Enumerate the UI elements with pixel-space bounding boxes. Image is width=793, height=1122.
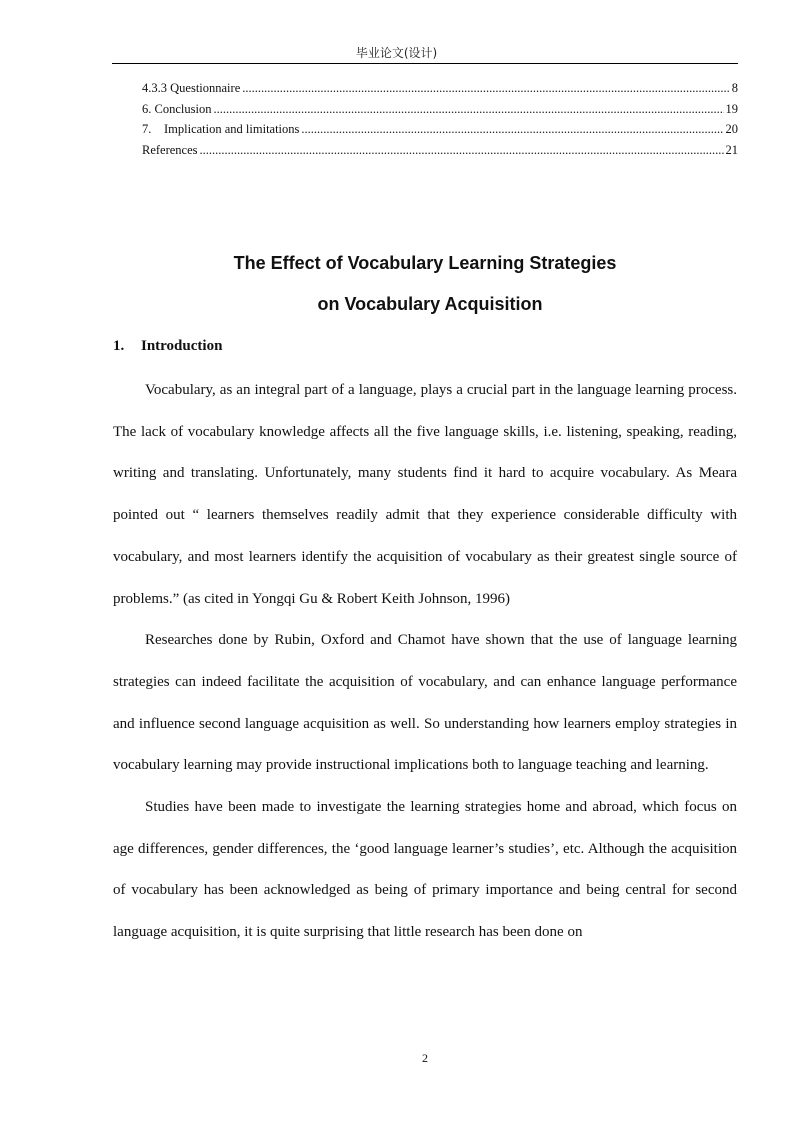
paragraph: Researches done by Rubin, Oxford and Chamot have shown that the use of language learning strategies can indeed facilitate the acquisition of vocabulary, and can enhance language performance and influence second language acquisition as well. So understanding how learners employ strategies in vocabulary learning may provide instructional implications both to language teaching and learning. [113,632,737,774]
section-number: 1. [113,338,125,354]
toc-entry-label: 4.3.3 Questionnaire [142,81,241,95]
page-number: 2 [422,1051,428,1065]
toc-leader-dots [301,119,723,140]
toc-leader-dots [200,140,724,161]
section-title: Introduction [141,338,223,354]
toc-leader-dots [213,99,723,120]
toc-entry-page: 19 [725,101,738,116]
header-rule [112,63,738,64]
table-of-contents [142,78,738,160]
toc-leader-dots [242,78,730,99]
toc-entry-label [142,119,299,140]
body-text [113,370,737,954]
section-heading [113,338,222,355]
document-title-line-2: on Vocabulary Acquisition [317,294,543,314]
paragraph: Vocabulary, as an integral part of a language, plays a crucial part in the language learning process. The lack of vocabulary knowledge affects all the five language skills, i.e. listening, speaking, reading, writing and translating. Unfortunately, many students find it hard to acquire vocabulary. As Meara pointed out “ learners themselves readily admit that they experience considerable difficulty with vocabulary, and most learners identify the acquisition of vocabulary as their greatest single source of problems.” (as cited in Yongqi Gu & Robert Keith Johnson, 1996) [113,382,737,607]
document-title-line-1: The Effect of Vocabulary Learning Strategies [233,253,617,273]
toc-entry-questionnaire[interactable] [142,78,738,99]
paragraph: Studies have been made to investigate the learning strategies home and abroad, which focus on age differences, gender differences, the ‘good language learner’s studies’, etc. Although the acquisition of vocabulary has been acknowledged as being of primary importance and being central for second language acquisition, it is quite surprising that little research has been done on [113,799,737,941]
toc-entry-page: 20 [725,122,738,136]
toc-entry-page: 8 [731,81,738,95]
toc-entry-label: 6. Conclusion [142,101,212,116]
toc-entry-references[interactable] [142,140,738,161]
toc-entry-page: 21 [725,142,738,157]
toc-entry-conclusion[interactable] [142,99,738,120]
toc-entry-label: References [142,142,198,157]
running-header: 毕业论文(设计) [355,46,438,60]
toc-entry-text: Implication and limitations [164,122,300,136]
toc-entry-implication[interactable] [142,119,738,140]
toc-entry-number: 7. [142,122,152,136]
